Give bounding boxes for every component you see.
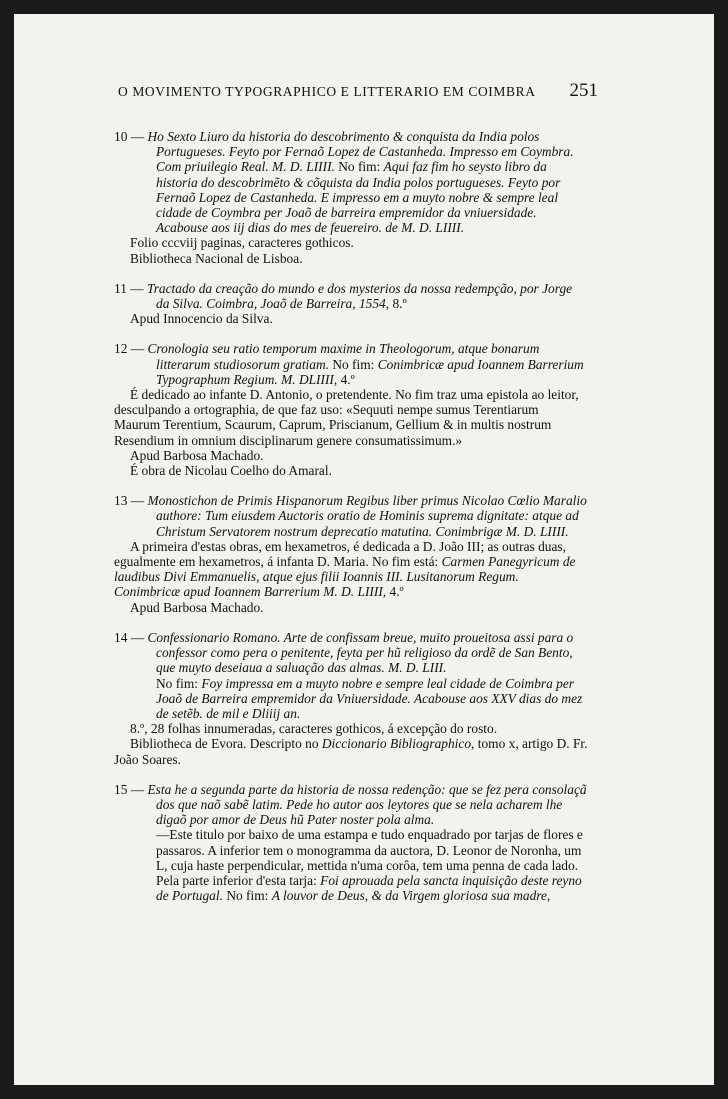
entry-location: Apud Barbosa Machado.: [130, 447, 264, 463]
entry-11: [114, 281, 588, 327]
entry-title: Confessionario Romano. Arte de confissam breue, muito proueitosa assi para o confessor como pera o penitente, feyta per hũ religioso da ordẽ de San Bento, que muyto deseiaua a saluação das almas. M. D. LIII.: [147, 629, 574, 676]
colophon-label: No fim:: [338, 159, 381, 175]
entry-description: Folio cccviij paginas, caracteres gothicos.: [130, 235, 354, 251]
note-latin: Foi aprouada pela sancta inquisição deste reyno de Portugal.: [156, 872, 582, 904]
entry-title: Cronologia seu ratio temporum maxime in Theologorum, atque bonarum litterarum studiosorum gratiam.: [147, 341, 540, 372]
note-latin: Carmen Panegyricum de laudibus Divi Emmanuelis, atque ejus filii Ioannis III. Lusitanorum Regum. Conimbricæ apud Ioannem Barrerium M. D. LIIII,: [114, 554, 576, 600]
entry-number: 10: [114, 129, 128, 144]
entry-heading: 14 — Confessionario Romano. Arte de confissam breue, muito proueitosa assi para o confessor como pera o penitente, feyta per hũ religioso da ordẽ de San Bento, que muyto deseiaua a saluação das almas. M. D. LIII.: [114, 629, 574, 676]
entry-13: [114, 493, 588, 615]
entry-location: Bibliotheca Nacional de Lisboa.: [130, 250, 303, 266]
entry-heading: 12 — Cronologia seu ratio temporum maxime in Theologorum, atque bonarum litterarum studiosorum gratiam. No fim: Conimbricæ apud Ioannem Barrerium Typographum Regium. M. DLIIII, 4.º: [114, 341, 584, 387]
entry-description: 8.º, 28 folhas innumeradas, caracteres gothicos, á excepção do rosto.: [130, 721, 498, 737]
entry-title: Monostichon de Primis Hispanorum Regibus liber primus Nicolao Cœlio Maralio authore: Tum eiusdem Auctoris oratio de Hominis suprema dignitate: atque ad Christum Servatorem nostrum deprecatio matutina. Conimbrigæ M. D. LIIII.: [147, 493, 587, 539]
book-page: [14, 14, 714, 1085]
location-text: Bibliotheca de Evora. Descripto no: [130, 736, 319, 752]
entry-number: 12: [114, 341, 128, 357]
entry-format: 4.º: [340, 371, 355, 387]
entry-format: 4.º: [389, 584, 404, 600]
entry-note: [114, 539, 588, 600]
entry-note: [114, 827, 588, 903]
colophon-label: No fim:: [332, 356, 375, 372]
running-title: O MOVIMENTO TYPOGRAPHICO E LITTERARIO EM COIMBRA: [118, 84, 536, 99]
entry-10: [114, 129, 588, 266]
colophon-text: Conimbricæ apud Ioannem Barrerium Typographum Regium. M. DLIIII,: [156, 356, 584, 387]
note-intro: A primeira d'estas obras, em hexametros, é dedicada a D. João III; as outras duas, egualmente em hexametros, á infanta D. Maria. No fim está:: [114, 538, 566, 570]
colophon-label: No fim:: [226, 888, 269, 904]
entry-number: 11: [114, 280, 127, 296]
page-body: [114, 129, 588, 918]
entry-number: 14: [114, 629, 128, 645]
entry-heading: 13 — Monostichon de Primis Hispanorum Regibus liber primus Nicolao Cœlio Maralio authore: Tum eiusdem Auctoris oratio de Hominis suprema dignitate: atque ad Christum Servatorem nostrum deprecatio matutina. Conimbrigæ M. D. LIIII.: [114, 493, 587, 539]
entry-colophon: [114, 676, 588, 722]
entry-12: [114, 341, 588, 478]
entry-heading: 10 — Ho Sexto Liuro da historia do descobrimento & conquista da India polos Portugueses. Feyto por Fernaõ Lopez de Castanheda. Impresso em Coymbra. Com priuilegio Real. M. D. LIIII. No fim: Aqui faz fim ho seysto libro da historia do descobrimẽto & cõquista da India polos portugueses. Feyto por Fernaõ Lopez de Castanheda. E impresso em a muyto nobre & sempre leal cidade de Coymbra per Joaõ de barreira empremidor da vniuersidade. Acabouse aos iij dias do mes de feuereiro. de M. D. LIIII.: [114, 129, 574, 236]
running-header: [118, 80, 598, 102]
colophon-text: A louvor de Deus, & da Virgem gloriosa sua madre,: [271, 888, 551, 904]
colophon-text: Aqui faz fim ho seysto libro da historia do descobrimẽto & cõquista da India polos portugueses. Feyto por Fernaõ Lopez de Castanheda. E impresso em a muyto nobre & sempre leal cidade de Coymbra per Joaõ de barreira empremidor da vniuersidade. Acabouse aos iij dias do mes de feuereiro. de M. D. LIIII.: [156, 159, 561, 236]
note-text: —Este titulo por baixo de uma estampa e tudo enquadrado por tarjas de flores e passaros. A inferior tem o monogramma da auctora, D. Leonor de Noronha, um L, cuja haste perpendicular, mettida n'uma corôa, tem uma penna de cada lado. Pela parte inferior d'esta tarja:: [156, 827, 583, 888]
dictionary-title: Diccionario Bibliographico,: [321, 736, 475, 752]
entry-location: Apud Innocencio da Silva.: [130, 311, 273, 327]
entry-heading: 11 — Tractado da creação do mundo e dos mysterios da nossa redempção, por Jorge da Silva. Coimbra, Joaõ de Barreira, 1554, 8.º: [114, 280, 573, 312]
entry-14: [114, 630, 588, 767]
entry-title: Tractado da creação do mundo e dos mysterios da nossa redempção, por Jorge da Silva. Coimbra, Joaõ de Barreira, 1554,: [147, 280, 573, 312]
entry-number: 13: [114, 493, 128, 509]
entry-location: [114, 736, 588, 766]
entry-15: [114, 782, 588, 904]
entry-location: Apud Barbosa Machado.: [130, 599, 264, 615]
page-number: 251: [569, 80, 598, 101]
entry-format: 8.º: [392, 296, 407, 312]
entry-heading: 15 — Esta he a segunda parte da historia de nossa redenção: que se fez pera consolaçã dos que naõ sabẽ latim. Pede ho autor aos leytores que se nela acharem lhe digaõ por amor de Deus hũ Pater noster pola alma.: [114, 781, 587, 828]
colophon-label: No fim:: [156, 675, 199, 691]
entry-title: Ho Sexto Liuro da historia do descobrimento & conquista da India polos Portugueses. Feyto por Fernaõ Lopez de Castanheda. Impresso em Coymbra. Com priuilegio Real. M. D. LIIII.: [147, 129, 574, 175]
entry-author-note: É obra de Nicolau Coelho do Amaral.: [130, 463, 332, 479]
colophon-text: Foy impressa em a muyto nobre e sempre leal cidade de Coimbra per Joaõ de Barreira empremidor da Vniuersidade. Acabouse aos XXV dias do mez de setẽb. de mil e Dliiij an.: [156, 675, 583, 721]
entry-note: É dedicado ao infante D. Antonio, o pretendente. No fim traz uma epistola ao leitor, desculpando a ortographia, de que faz uso: «Sequuti nempe sumus Terentiarum Maurum Terentium, Scaurum, Caprum, Priscianum, Gellium & in multis nostrum Resendium in omnium disciplinarum genere consumatissimum.»: [114, 387, 579, 448]
entry-title: Esta he a segunda parte da historia de nossa redenção: que se fez pera consolaçã dos que naõ sabẽ latim. Pede ho autor aos leytores que se nela acharem lhe digaõ por amor de Deus hũ Pater noster pola alma.: [147, 781, 587, 828]
location-ref: tomo x, artigo D. Fr. João Soares.: [114, 736, 588, 767]
entry-number: 15: [114, 781, 128, 797]
